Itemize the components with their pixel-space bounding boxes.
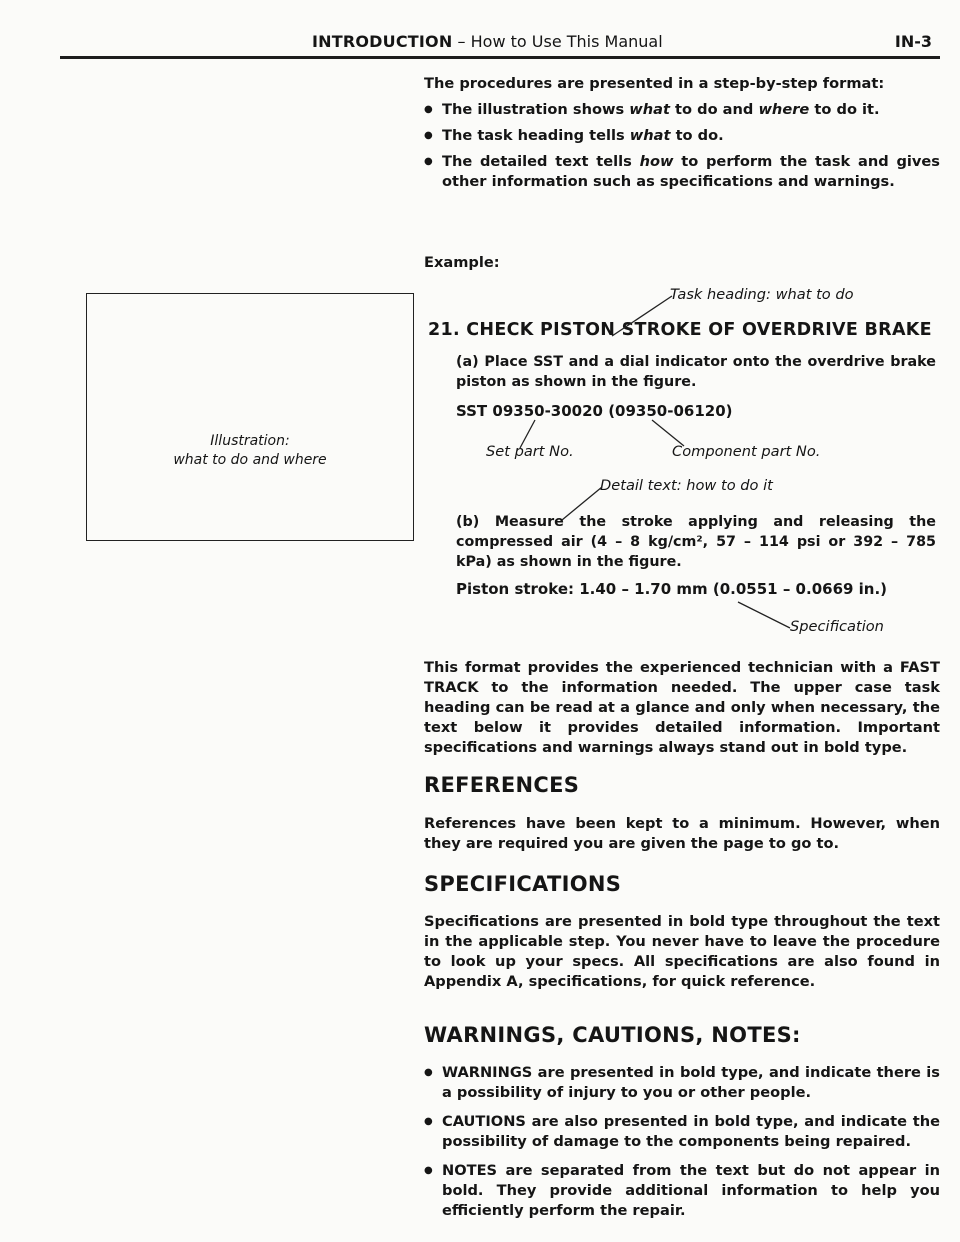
- set-part-note: Set part No.: [486, 443, 574, 460]
- warnings-heading: WARNINGS, CAUTIONS, NOTES:: [424, 1023, 801, 1047]
- example-label: Example:: [424, 254, 500, 271]
- sst-line: SST 09350-30020 (09350-06120): [456, 402, 733, 420]
- format-paragraph: This format provides the experienced technician with a FAST TRACK to the information needed. The upper case task heading can be read at a glance and only when necessary, the text below it provides detailed information. Important specifications and warnings always stand out in bold type.: [424, 659, 940, 756]
- page-number: IN-3: [894, 32, 932, 51]
- detail-text-note: Detail text: how to do it: [600, 477, 773, 494]
- intro-bullet-3: ● The detailed text tells how to perform the task and gives other information such as specifications and warnings.: [424, 152, 940, 192]
- component-part-note: Component part No.: [672, 443, 821, 460]
- step-a: (a) Place SST and a dial indicator onto the overdrive brake piston as shown in the figure.: [456, 354, 936, 390]
- warnings-list: [424, 1063, 940, 1221]
- intro-lead: The procedures are presented in a step-by-step format:: [424, 75, 885, 92]
- specification-note: Specification: [790, 618, 884, 635]
- step-heading: 21. CHECK PISTON STROKE OF OVERDRIVE BRAKE: [428, 320, 932, 340]
- references-body: References have been kept to a minimum. However, when they are required you are given the page to go to.: [424, 815, 940, 852]
- step-b: (b) Measure the stroke applying and releasing the compressed air (4 – 8 kg/cm², 57 – 114 psi or 392 – 785 kPa) as shown in the figure.: [456, 514, 936, 570]
- header-title: INTRODUCTION: [312, 32, 453, 51]
- illustration-caption: Illustration: what to do and where: [173, 433, 327, 468]
- spec-line: Piston stroke: 1.40 – 1.70 mm (0.0551 – 0.0669 in.): [456, 580, 888, 598]
- warnings-item: ● WARNINGS are presented in bold type, and indicate there is a possibility of injury to you or other people.: [424, 1063, 940, 1103]
- intro-bullet-1: ● The illustration shows what to do and where to do it.: [424, 100, 940, 120]
- specifications-heading: SPECIFICATIONS: [424, 872, 622, 896]
- intro-bullet-2: ● The task heading tells what to do.: [424, 126, 940, 146]
- task-heading-note: Task heading: what to do: [670, 286, 854, 303]
- specifications-body: Specifications are presented in bold type throughout the text in the applicable step. You never have to leave the procedure to look up your specs. All specifications are also found in Appendix A, specifications, for quick reference.: [424, 913, 940, 990]
- cautions-item: ● CAUTIONS are also presented in bold type, and indicate the possibility of damage to the components being repaired.: [424, 1112, 940, 1152]
- references-heading: REFERENCES: [424, 773, 580, 797]
- notes-item: ● NOTES are separated from the text but do not appear in bold. They provide additional information to help you efficiently perform the repair.: [424, 1161, 940, 1221]
- header-subtitle: – How to Use This Manual: [452, 32, 663, 51]
